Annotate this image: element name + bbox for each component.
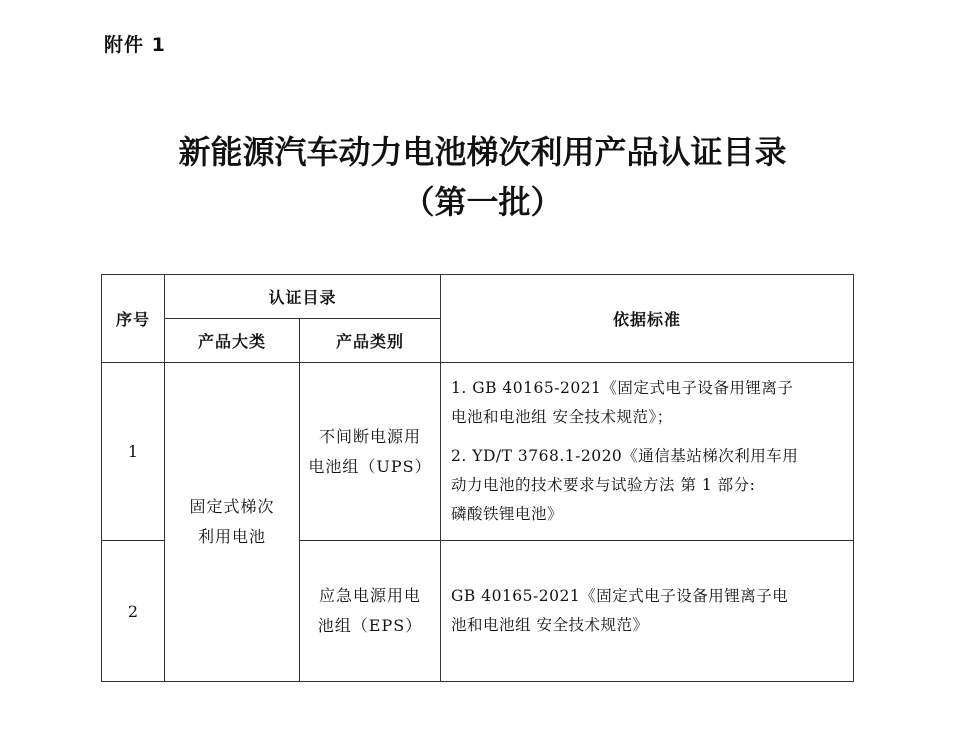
- header-seq: 序号: [102, 275, 165, 363]
- product-category-cell: [300, 541, 441, 682]
- product-category-line: 不间断电源用: [319, 426, 422, 446]
- table-header-row: [102, 275, 854, 319]
- product-major-line: 固定式梯次: [189, 497, 275, 516]
- header-product-category: 产品类别: [300, 319, 441, 363]
- standards-cell: [441, 363, 854, 541]
- page-title: 新能源汽车动力电池梯次利用产品认证目录: [178, 133, 787, 171]
- standard-line: 电池和电池组 安全技术规范》；: [451, 408, 673, 426]
- header-catalog: 认证目录: [165, 275, 441, 319]
- header-standards: 依据标准: [441, 275, 854, 363]
- standard-line: 池和电池组 安全技术规范》: [451, 616, 649, 634]
- certification-catalog-table: [101, 274, 854, 682]
- standard-line: GB 40165-2021《固定式电子设备用锂离子电: [451, 587, 789, 605]
- product-major-line: 利用电池: [197, 527, 266, 546]
- standards-cell: [441, 541, 854, 682]
- standard-line: 磷酸铁锂电池》: [451, 505, 564, 523]
- table-row: [102, 363, 854, 541]
- standard-line: 1. GB 40165-2021《固定式电子设备用锂离子: [451, 379, 794, 397]
- row-seq: 1: [102, 363, 165, 541]
- attachment-label: 附件 1: [104, 34, 166, 56]
- product-category-line: 应急电源用电: [319, 586, 422, 605]
- standard-line: 2. YD/T 3768.1-2020《通信基站梯次利用车用: [451, 447, 799, 465]
- header-product-major: 产品大类: [165, 319, 300, 363]
- product-category-cell: [300, 363, 441, 541]
- product-major-cell: [165, 363, 300, 682]
- product-category-line: 池组（EPS）: [317, 616, 423, 635]
- page-subtitle: （第一批）: [402, 183, 563, 221]
- standard-line: 动力电池的技术要求与试验方法 第 1 部分:: [451, 476, 756, 494]
- row-seq: 2: [102, 541, 165, 682]
- product-category-line: 电池组（UPS）: [308, 456, 432, 476]
